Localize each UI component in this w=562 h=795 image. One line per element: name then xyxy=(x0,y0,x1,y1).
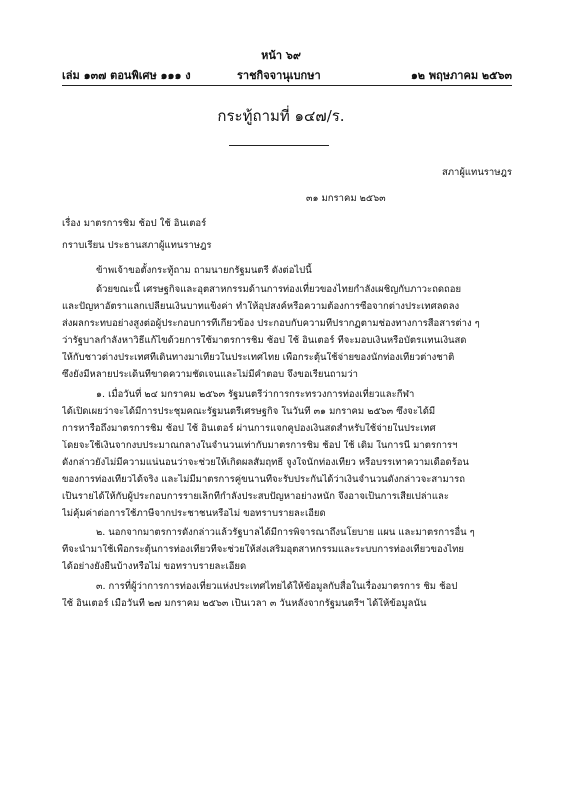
intro-line: ข้าพเจ้าขอตั้งกระทู้ถาม ถามนายกรัฐมนตรี ดังต่อไปนี้ xyxy=(96,265,312,276)
body-line: โดยจะใช้เงินจากงบประมาณกลางในจำนวนเท่ากับมาตรการชิม ช้อป ใช้ เดิม ในการนี้ มาตรการฯ xyxy=(62,440,458,451)
body-line: ได้อย่างยั่งยืนบ้างหรือไม่ ขอทราบรายละเอียด xyxy=(62,561,247,572)
body-line: การหารือถึงมาตรการชิม ช้อป ใช้ อินเตอร์ ผ่านการแจกคูปองเงินสดสำหรับใช้จ่ายในประเทศ xyxy=(62,423,436,434)
document-title: กระทู้ถามที่ ๑๔๗/ร. xyxy=(217,107,345,125)
body-line: เป็นรายได้ให้กับผู้ประกอบการรายเล็กที่กำลังประสบปัญหาอย่างหนัก จึงอาจเป็นการเสียเปล่าและ xyxy=(62,491,449,502)
body-line: ด้วยขณะนี้ เศรษฐกิจและอุตสาหกรรมด้านการท่องเที่ยวของไทยกำลังเผชิญกับภาวะถดถอย xyxy=(96,284,462,295)
letter-date: ๓๑ มกราคม ๒๕๖๓ xyxy=(306,193,386,204)
header-divider xyxy=(62,85,512,86)
page-number: หน้า ๖๙ xyxy=(261,49,301,62)
body-line: ๒. นอกจากมาตรการดังกล่าวแล้วรัฐบาลได้มีการพิจารณาถึงนโยบาย แผน และมาตรการอื่น ๆ xyxy=(96,527,475,538)
gazette-date: ๑๒ พฤษภาคม ๒๕๖๓ xyxy=(410,69,512,82)
body-line: ได้เปิดเผยว่าจะได้มีการประชุมคณะรัฐมนตรีเศรษฐกิจ ในวันที่ ๓๑ มกราคม ๒๕๖๓ ซึ่งจะได้มี xyxy=(62,406,436,417)
body-line: ว่ารัฐบาลกำลังหาวิธีแก้ไขด้วยการใช้มาตรการชิม ช้อป ใช้ อินเตอร์ ที่จะมอบเงินหรือบัตรแทนเงินสด xyxy=(62,335,467,346)
body-line: ซึ่งยังมีหลายประเด็นที่ขาดความชัดเจนและไม่มีคำตอบ จึงขอเรียนถามว่า xyxy=(62,369,358,380)
gazette-name: ราชกิจจานุเบกษา xyxy=(237,69,321,82)
gazette-volume: เล่ม ๑๓๗ ตอนพิเศษ ๑๑๑ ง xyxy=(62,69,191,82)
body-line: ใช้ อินเตอร์ เมื่อวันที่ ๒๗ มกราคม ๒๕๖๓ เป็นเวลา ๓ วันหลังจากรัฐมนตรีฯ ได้ให้ข้อมูลนั้น xyxy=(62,598,427,609)
body-line: ๓. การที่ผู้ว่าการการท่องเที่ยวแห่งประเทศไทยได้ให้ข้อมูลกับสื่อในเรื่องมาตรการ ชิม ช้อป xyxy=(96,581,458,592)
body-line: ให้กับชาวต่างประเทศที่เดินทางมาเที่ยวในประเทศไทย เพื่อกระตุ้นใช้จ่ายของนักท่องเที่ยวต่างชาติ xyxy=(62,352,455,363)
body-line: และปัญหาอัตราแลกเปลี่ยนเงินบาทแข็งค่า ทำให้อุปสงค์หรือความต้องการซื้อจากต่างประเทศลดลง xyxy=(62,301,460,312)
body-line: ๑. เมื่อวันที่ ๒๔ มกราคม ๒๕๖๓ รัฐมนตรีว่าการกระทรวงการท่องเที่ยวและกีฬา xyxy=(96,389,415,400)
body-line: ดังกล่าวยังไม่มีความแน่นอนว่าจะช่วยให้เกิดผลสัมฤทธิ์ จูงใจนักท่องเที่ยว หรือบรรเทาความเดือดร้อน xyxy=(62,457,469,468)
gazette-header xyxy=(62,66,512,82)
subject-line: เรื่อง มาตรการชิม ช้อป ใช้ อินเตอร์ xyxy=(62,218,207,229)
body-line: ของการท่องเที่ยวได้จริง และไม่มีมาตรการคู่ขนานที่จะรับประกันได้ว่าเงินจำนวนดังกล่าวจะสามารถ xyxy=(62,474,465,485)
body-line: ที่จะนำมาใช้เพื่อกระตุ้นการท่องเที่ยวที่จะช่วยให้ส่งเสริมอุตสาหกรรมและระบบการท่องเที่ยวของไทย xyxy=(62,544,464,555)
title-underline xyxy=(229,145,329,146)
salutation-line: กราบเรียน ประธานสภาผู้แทนราษฎร xyxy=(62,240,212,251)
sender-line: สภาผู้แทนราษฎร xyxy=(441,167,512,178)
body-line: ไม่คุ้มค่าต่อการใช้ภาษีจากประชาชนหรือไม่ ขอทราบรายละเอียด xyxy=(62,508,326,519)
body-line: ส่งผลกระทบอย่างสูงต่อผู้ประกอบการที่เกี่ยวข้อง ประกอบกับความที่ปรากฏตามช่องทางการสื่อสารต่าง ๆ xyxy=(62,318,480,329)
